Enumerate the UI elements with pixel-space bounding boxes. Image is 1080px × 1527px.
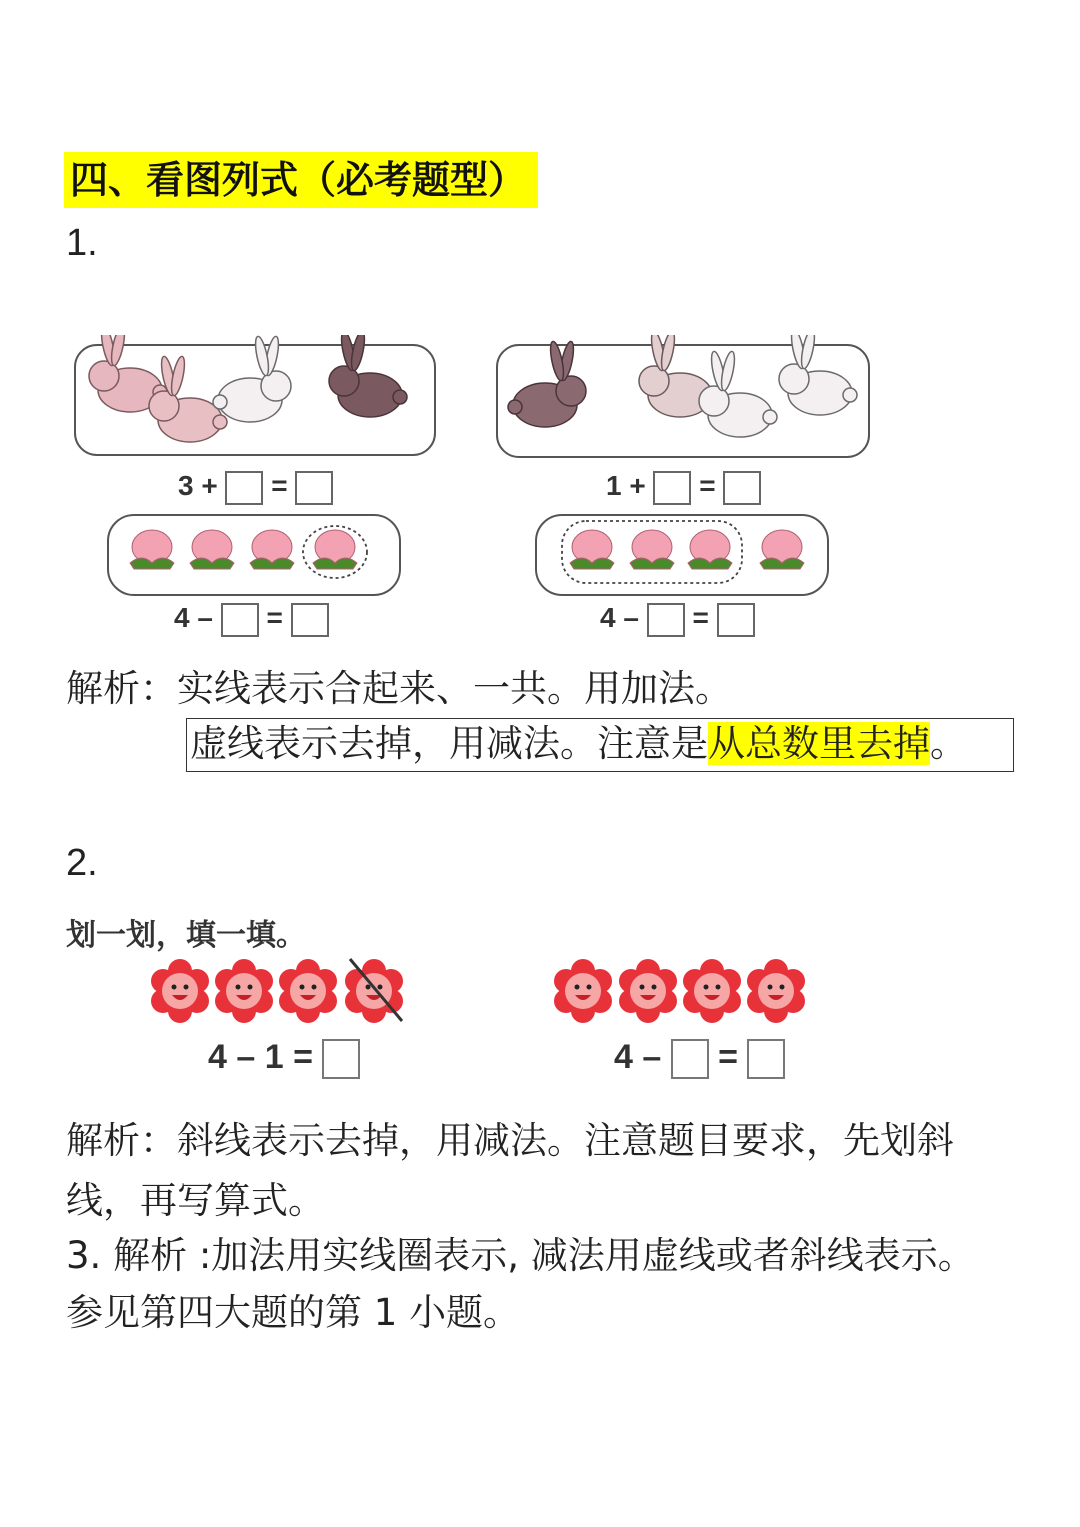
section-title: 四、看图列式（必考题型） (64, 152, 538, 208)
flower-illustration (140, 955, 820, 1030)
question-2-number: 2. (66, 842, 98, 884)
answer-box[interactable] (717, 603, 755, 637)
highlighted-phrase: 从总数里去掉 (708, 722, 930, 765)
answer-box[interactable] (221, 603, 259, 637)
answer-box[interactable] (671, 1039, 709, 1079)
q2-equation-left: 4 – 1 = (208, 1038, 360, 1079)
answer-box[interactable] (291, 603, 329, 637)
answer-box[interactable] (653, 471, 691, 505)
equation-peaches-left: 4 – = (174, 602, 329, 637)
answer-box[interactable] (647, 603, 685, 637)
answer-box[interactable] (723, 471, 761, 505)
answer-box[interactable] (322, 1039, 360, 1079)
q2-instruction: 划一划，填一填。 (66, 918, 306, 953)
q1-analysis-line-2: 虚线表示去掉，用减法。注意是从总数里去掉。 (190, 722, 967, 765)
equation-peaches-right: 4 – = (600, 602, 755, 637)
q3-analysis-line-1: 3. 解析 :加法用实线圈表示, 减法用虚线或者斜线表示。 (66, 1234, 975, 1277)
q2-equation-right: 4 – = (614, 1038, 785, 1079)
equation-rabbits-left: 3 + = (178, 470, 333, 505)
q1-analysis-line-1: 解析：实线表示合起来、一共。用加法。 (66, 667, 732, 710)
question-1-number: 1. (66, 222, 98, 264)
answer-box[interactable] (225, 471, 263, 505)
q3-analysis-line-2: 参见第四大题的第 1 小题。 (66, 1291, 521, 1334)
equation-rabbits-right: 1 + = (606, 470, 761, 505)
q2-analysis-line-1: 解析：斜线表示去掉，用减法。注意题目要求，先划斜 (66, 1119, 954, 1162)
q2-analysis-line-2: 线，再写算式。 (66, 1179, 325, 1222)
answer-box[interactable] (295, 471, 333, 505)
answer-box[interactable] (747, 1039, 785, 1079)
